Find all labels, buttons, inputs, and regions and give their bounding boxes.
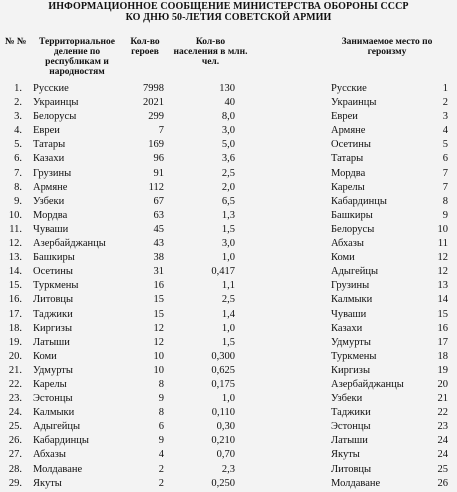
row-number: 19.: [8, 336, 22, 348]
row-heroes-count: 96: [153, 153, 164, 165]
row-heroes-count: 12: [153, 322, 164, 334]
row-rank-nationality: Армяне: [331, 125, 366, 137]
table-row: [0, 167, 457, 181]
row-nationality: Чуваши: [33, 223, 69, 235]
row-heroes-count: 63: [153, 209, 164, 221]
header-population: Кол-во населения в млн. чел.: [173, 37, 248, 67]
row-nationality: Татары: [33, 139, 66, 151]
row-number: 24.: [8, 407, 22, 419]
row-heroes-count: 43: [153, 238, 164, 250]
row-population: 3,6: [221, 153, 235, 165]
row-rank-place: 14: [437, 294, 448, 306]
table-row: [0, 477, 457, 491]
row-heroes-count: 45: [153, 223, 164, 235]
document-title-line-2: КО ДНЮ 50-ЛЕТИЯ СОВЕТСКОЙ АРМИИ: [125, 12, 332, 23]
table-row: [0, 293, 457, 307]
row-rank-place: 12: [437, 252, 448, 264]
table-row: [0, 364, 457, 378]
row-number: 8.: [14, 181, 22, 193]
row-heroes-count: 7998: [143, 83, 164, 94]
row-number: 13.: [8, 252, 22, 264]
row-nationality: Туркмены: [33, 280, 79, 292]
row-rank-nationality: Эстонцы: [331, 421, 371, 433]
row-heroes-count: 6: [158, 421, 164, 433]
row-nationality: Узбеки: [33, 195, 65, 207]
row-nationality: Эстонцы: [33, 393, 73, 405]
row-heroes-count: 299: [148, 111, 164, 123]
row-population: 0,417: [211, 266, 235, 278]
row-rank-nationality: Узбеки: [331, 393, 363, 405]
row-number: 18.: [8, 322, 22, 334]
row-rank-place: 12: [437, 266, 448, 278]
row-population: 5,0: [221, 139, 235, 151]
row-rank-place: 6: [442, 153, 448, 165]
row-rank-nationality: Литовцы: [331, 463, 372, 475]
row-rank-place: 20: [437, 378, 448, 390]
row-rank-place: 17: [437, 336, 448, 348]
row-number: 28.: [8, 463, 22, 475]
table-row: [0, 279, 457, 293]
row-heroes-count: 9: [158, 435, 164, 447]
row-nationality: Осетины: [33, 266, 73, 278]
row-rank-place: 4: [442, 125, 448, 137]
table-row: [0, 420, 457, 434]
row-nationality: Коми: [33, 350, 57, 362]
row-population: 2,0: [221, 181, 235, 193]
row-rank-nationality: Белорусы: [331, 223, 375, 235]
row-population: 2,5: [221, 167, 235, 179]
row-rank-place: 3: [442, 111, 448, 123]
row-heroes-count: 169: [148, 139, 164, 151]
row-number: 4.: [14, 125, 22, 137]
row-rank-place: 22: [437, 407, 448, 419]
row-nationality: Кабардинцы: [33, 435, 89, 447]
row-population: 1,5: [221, 223, 235, 235]
table-row: [0, 406, 457, 420]
row-population: 8,0: [221, 111, 235, 123]
row-rank-nationality: Грузины: [331, 280, 370, 292]
row-rank-place: 23: [437, 421, 448, 433]
row-population: 1,4: [221, 308, 235, 320]
row-rank-place: 10: [437, 223, 448, 235]
table-row: [0, 392, 457, 406]
row-heroes-count: 112: [148, 181, 164, 193]
row-nationality: Калмыки: [33, 407, 75, 419]
table-row: [0, 124, 457, 138]
row-heroes-count: 67: [153, 195, 164, 207]
table-row: [0, 308, 457, 322]
row-number: 21.: [8, 364, 22, 376]
row-rank-nationality: Казахи: [331, 322, 363, 334]
row-rank-nationality: Осетины: [331, 139, 371, 151]
row-rank-place: 11: [437, 238, 448, 250]
row-number: 5.: [14, 139, 22, 151]
row-nationality: Якуты: [33, 477, 62, 489]
row-number: 11.: [9, 223, 22, 235]
row-rank-nationality: Молдаване: [331, 477, 381, 489]
row-rank-nationality: Латыши: [331, 435, 368, 447]
row-population: 3,0: [221, 125, 235, 137]
table-row: [0, 195, 457, 209]
row-rank-place: 8: [442, 195, 448, 207]
row-population: 1,0: [221, 322, 235, 334]
row-population: 1,5: [221, 336, 235, 348]
row-nationality: Русские: [33, 83, 69, 94]
row-rank-nationality: Азербайджанцы: [331, 378, 404, 390]
row-number: 7.: [14, 167, 22, 179]
row-nationality: Мордва: [33, 209, 68, 221]
row-number: 26.: [8, 435, 22, 447]
table-row: [0, 96, 457, 110]
header-nationality: Территориальное деление по республикам и народностям: [39, 37, 115, 77]
table-row: [0, 265, 457, 279]
row-heroes-count: 2: [158, 477, 164, 489]
table-row: [0, 322, 457, 336]
row-number: 16.: [8, 294, 22, 306]
row-nationality: Литовцы: [33, 294, 74, 306]
row-population: 1,0: [221, 393, 235, 405]
table-row: [0, 223, 457, 237]
row-rank-nationality: Татары: [331, 153, 364, 165]
row-number: 29.: [8, 477, 22, 489]
table-row: [0, 110, 457, 124]
row-rank-place: 7: [442, 167, 448, 179]
row-nationality: Украинцы: [33, 97, 79, 109]
row-rank-nationality: Коми: [331, 252, 355, 264]
header-number: № №: [5, 37, 27, 47]
row-rank-nationality: Адыгейцы: [331, 266, 379, 278]
row-nationality: Грузины: [33, 167, 72, 179]
row-population: 0,110: [211, 407, 235, 419]
row-rank-place: 13: [437, 280, 448, 292]
row-population: 2,5: [221, 294, 235, 306]
row-heroes-count: 91: [153, 167, 164, 179]
row-nationality: Евреи: [33, 125, 60, 137]
row-heroes-count: 2021: [143, 97, 164, 109]
row-number: 27.: [8, 449, 22, 461]
row-population: 1,0: [221, 252, 235, 264]
row-nationality: Азербайджанцы: [33, 238, 106, 250]
row-rank-nationality: Калмыки: [331, 294, 373, 306]
row-rank-place: 18: [437, 350, 448, 362]
row-rank-nationality: Туркмены: [331, 350, 377, 362]
header-rank: Занимаемое место по героизму: [341, 37, 433, 57]
row-rank-nationality: Евреи: [331, 111, 358, 123]
row-rank-place: 26: [437, 477, 448, 489]
row-rank-nationality: Мордва: [331, 167, 366, 179]
row-rank-nationality: Абхазы: [331, 238, 364, 250]
row-heroes-count: 9: [158, 393, 164, 405]
row-rank-place: 15: [437, 308, 448, 320]
row-nationality: Киргизы: [33, 322, 73, 334]
row-rank-place: 1: [442, 83, 448, 94]
row-nationality: Адыгейцы: [33, 421, 81, 433]
row-rank-place: 24: [437, 435, 448, 447]
row-heroes-count: 2: [158, 463, 164, 475]
row-heroes-count: 12: [153, 336, 164, 348]
row-heroes-count: 16: [153, 280, 164, 292]
table-row: [0, 336, 457, 350]
row-nationality: Карелы: [33, 378, 67, 390]
row-number: 1.: [14, 83, 22, 94]
row-population: 1,1: [221, 280, 235, 292]
row-nationality: Белорусы: [33, 111, 77, 123]
row-heroes-count: 8: [158, 407, 164, 419]
row-heroes-count: 10: [153, 364, 164, 376]
row-population: 2,3: [221, 463, 235, 475]
header-heroes: Кол-во героев: [130, 37, 160, 57]
row-number: 3.: [14, 111, 22, 123]
row-rank-place: 7: [442, 181, 448, 193]
row-heroes-count: 4: [158, 449, 164, 461]
row-rank-place: 21: [437, 393, 448, 405]
row-population: 0,625: [211, 364, 235, 376]
row-rank-place: 2: [442, 97, 448, 109]
row-rank-nationality: Киргизы: [331, 364, 371, 376]
row-number: 22.: [8, 378, 22, 390]
row-heroes-count: 8: [158, 378, 164, 390]
row-number: 17.: [8, 308, 22, 320]
row-nationality: Латыши: [33, 336, 70, 348]
row-number: 25.: [8, 421, 22, 433]
row-rank-place: 5: [442, 139, 448, 151]
table-row: [0, 350, 457, 364]
row-population: 0,175: [211, 378, 235, 390]
row-rank-nationality: Русские: [331, 83, 367, 94]
row-population: 1,3: [221, 209, 235, 221]
row-nationality: Абхазы: [33, 449, 66, 461]
row-nationality: Таджики: [33, 308, 73, 320]
row-heroes-count: 7: [158, 125, 164, 137]
row-rank-place: 24: [437, 449, 448, 461]
row-heroes-count: 15: [153, 308, 164, 320]
row-rank-nationality: Башкиры: [331, 209, 373, 221]
row-number: 15.: [8, 280, 22, 292]
row-rank-nationality: Таджики: [331, 407, 371, 419]
row-population: 0,300: [211, 350, 235, 362]
row-rank-place: 9: [442, 209, 448, 221]
row-rank-place: 25: [437, 463, 448, 475]
row-heroes-count: 31: [153, 266, 164, 278]
table-row: [0, 448, 457, 462]
row-rank-place: 19: [437, 364, 448, 376]
row-number: 10.: [8, 209, 22, 221]
row-nationality: Удмурты: [33, 364, 73, 376]
table-row: [0, 152, 457, 166]
table-row: [0, 209, 457, 223]
document-title-line-1: ИНФОРМАЦИОННОЕ СООБЩЕНИЕ МИНИСТЕРСТВА ОБОРОНЫ СССР: [48, 1, 409, 12]
row-number: 23.: [8, 393, 22, 405]
table-body: [0, 82, 457, 491]
row-rank-nationality: Якуты: [331, 449, 360, 461]
row-population: 3,0: [221, 238, 235, 250]
row-rank-nationality: Украинцы: [331, 97, 377, 109]
row-rank-nationality: Кабардинцы: [331, 195, 387, 207]
row-population: 0,70: [216, 449, 235, 461]
row-rank-nationality: Чуваши: [331, 308, 367, 320]
row-nationality: Молдаване: [33, 463, 83, 475]
row-population: 0,30: [216, 421, 235, 433]
table-row: [0, 82, 457, 96]
row-rank-nationality: Карелы: [331, 181, 365, 193]
row-population: 40: [224, 97, 235, 109]
row-number: 2.: [14, 97, 22, 109]
row-heroes-count: 10: [153, 350, 164, 362]
table-row: [0, 378, 457, 392]
table-row: [0, 434, 457, 448]
row-number: 6.: [14, 153, 22, 165]
table-row: [0, 181, 457, 195]
row-population: 0,250: [211, 477, 235, 489]
row-population: 130: [219, 83, 235, 94]
table-row: [0, 237, 457, 251]
table-row: [0, 251, 457, 265]
table-row: [0, 138, 457, 152]
row-population: 6,5: [221, 195, 235, 207]
row-number: 20.: [8, 350, 22, 362]
row-nationality: Башкиры: [33, 252, 75, 264]
row-heroes-count: 15: [153, 294, 164, 306]
row-rank-nationality: Удмурты: [331, 336, 371, 348]
row-rank-place: 16: [437, 322, 448, 334]
row-number: 14.: [8, 266, 22, 278]
row-number: 12.: [8, 238, 22, 250]
row-population: 0,210: [211, 435, 235, 447]
row-nationality: Казахи: [33, 153, 65, 165]
row-heroes-count: 38: [153, 252, 164, 264]
row-nationality: Армяне: [33, 181, 68, 193]
row-number: 9.: [14, 195, 22, 207]
table-row: [0, 463, 457, 477]
